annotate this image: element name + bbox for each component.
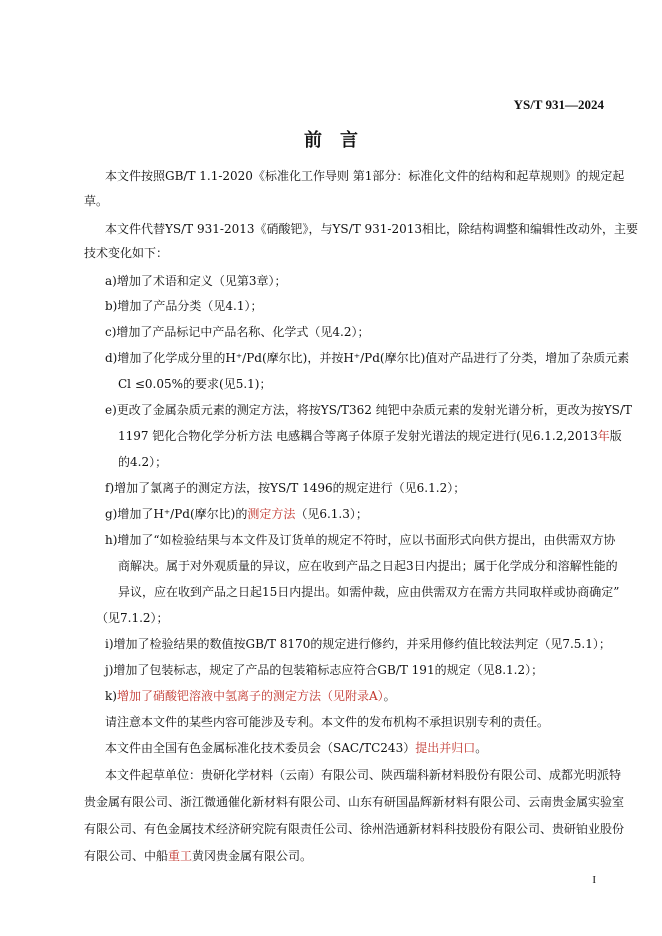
paragraph-line: 请注意本文件的某些内容可能涉及专利。本文件的发布机构不承担识别专利的责任。 bbox=[105, 715, 550, 729]
text-run: 黄冈贵金属有限公司。 bbox=[192, 849, 313, 863]
paragraph-line: 草。 bbox=[84, 194, 109, 208]
paragraph-line: 本文件按照GB/T 1.1-2020《标准化工作导则 第1部分：标准化文件的结构和起草规则》的规定起 bbox=[105, 169, 625, 183]
paragraph-line bbox=[84, 848, 312, 864]
text-run: （见6.1.3）； bbox=[295, 507, 368, 521]
list-item: b)增加了产品分类（见4.1）； bbox=[105, 299, 263, 313]
list-item-continuation: Cl ≤0.05%的要求(见5.1)； bbox=[118, 377, 272, 391]
list-item-continuation: （见7.1.2）； bbox=[96, 611, 169, 625]
text-run: 。 bbox=[475, 741, 488, 755]
standard-number: YS/T 931—2024 bbox=[513, 97, 604, 112]
list-item: d)增加了化学成分里的H⁺/Pd(摩尔比)，并按H⁺/Pd(摩尔比)值对产品进行了分类，增加了杂质元素 bbox=[105, 351, 630, 365]
list-item: e)更改了金属杂质元素的测定方法，将按YS/T362 纯钯中杂质元素的发射光谱分析，更改为按YS/T bbox=[105, 403, 632, 417]
list-item: f)增加了氯离子的测定方法，按YS/T 1496的规定进行（见6.1.2）； bbox=[105, 481, 466, 495]
paragraph-line bbox=[105, 740, 487, 756]
list-item bbox=[105, 688, 396, 704]
list-item: c)增加了产品标记中产品名称、化学式（见4.2）； bbox=[105, 325, 370, 339]
highlighted-text: 提出并归口 bbox=[415, 741, 476, 755]
text-run: 有限公司、中船 bbox=[84, 849, 169, 863]
text-run: k) bbox=[105, 689, 117, 703]
highlighted-text: 测定方法 bbox=[247, 507, 296, 521]
list-item: a)增加了术语和定义（见第3章）； bbox=[105, 274, 287, 288]
paragraph-line: 贵金属有限公司、浙江微通催化新材料有限公司、山东有研国晶辉新材料有限公司、云南贵金属实验室 bbox=[84, 795, 625, 809]
paragraph-line: 技术变化如下： bbox=[84, 246, 169, 260]
text-run: 本文件由全国有色金属标准化技术委员会（SAC/TC243） bbox=[105, 741, 416, 755]
highlighted-text: 增加了硝酸钯溶液中氢离子的测定方法（见附录A） bbox=[116, 689, 384, 703]
text-run: 。 bbox=[383, 689, 396, 703]
text-run: 版 bbox=[609, 429, 622, 443]
list-item bbox=[105, 506, 368, 522]
paragraph-line: 本文件代替YS/T 931-2013《硝酸钯》，与YS/T 931-2013相比，除结构调整和编辑性改动外，主要 bbox=[105, 222, 639, 236]
list-item-continuation bbox=[118, 428, 622, 444]
highlighted-text: 年 bbox=[597, 429, 610, 443]
paragraph-line: 有限公司、有色金属技术经济研究院有限责任公司、徐州浩通新材料科技股份有限公司、贵研铂业股份 bbox=[84, 822, 625, 836]
list-item-continuation: 商解决。属于对外观质量的异议，应在收到产品之日起3日内提出；属于化学成分和溶解性能的 bbox=[118, 559, 618, 573]
page-number: I bbox=[592, 874, 596, 886]
list-item: j)增加了包装标志，规定了产品的包装箱标志应符合GB/T 191的规定（见8.1.2）； bbox=[105, 663, 544, 677]
page-title: 前言 bbox=[304, 130, 376, 151]
list-item: i)增加了检验结果的数值按GB/T 8170的规定进行修约，并采用修约值比较法判定（见7.5.1）； bbox=[105, 637, 611, 651]
list-item: h)增加了“如检验结果与本文件及订货单的规定不符时，应以书面形式向供方提出，由供需双方协 bbox=[105, 533, 616, 547]
paragraph-line: 本文件起草单位：贵研化学材料（云南）有限公司、陕西瑞科新材料股份有限公司、成都光明派特 bbox=[105, 768, 622, 782]
text-run: 1197 钯化合物化学分析方法 电感耦合等离子体原子发射光谱法的规定进行(见6.1.2,2013 bbox=[118, 429, 598, 443]
highlighted-text: 重工 bbox=[168, 849, 193, 863]
list-item-continuation: 的4.2）； bbox=[118, 455, 168, 469]
text-run: g)增加了H⁺/Pd(摩尔比)的 bbox=[105, 507, 248, 521]
list-item-continuation: 异议，应在收到产品之日起15日内提出。如需仲裁，应由供需双方在需方共同取样或协商确定” bbox=[118, 585, 620, 599]
